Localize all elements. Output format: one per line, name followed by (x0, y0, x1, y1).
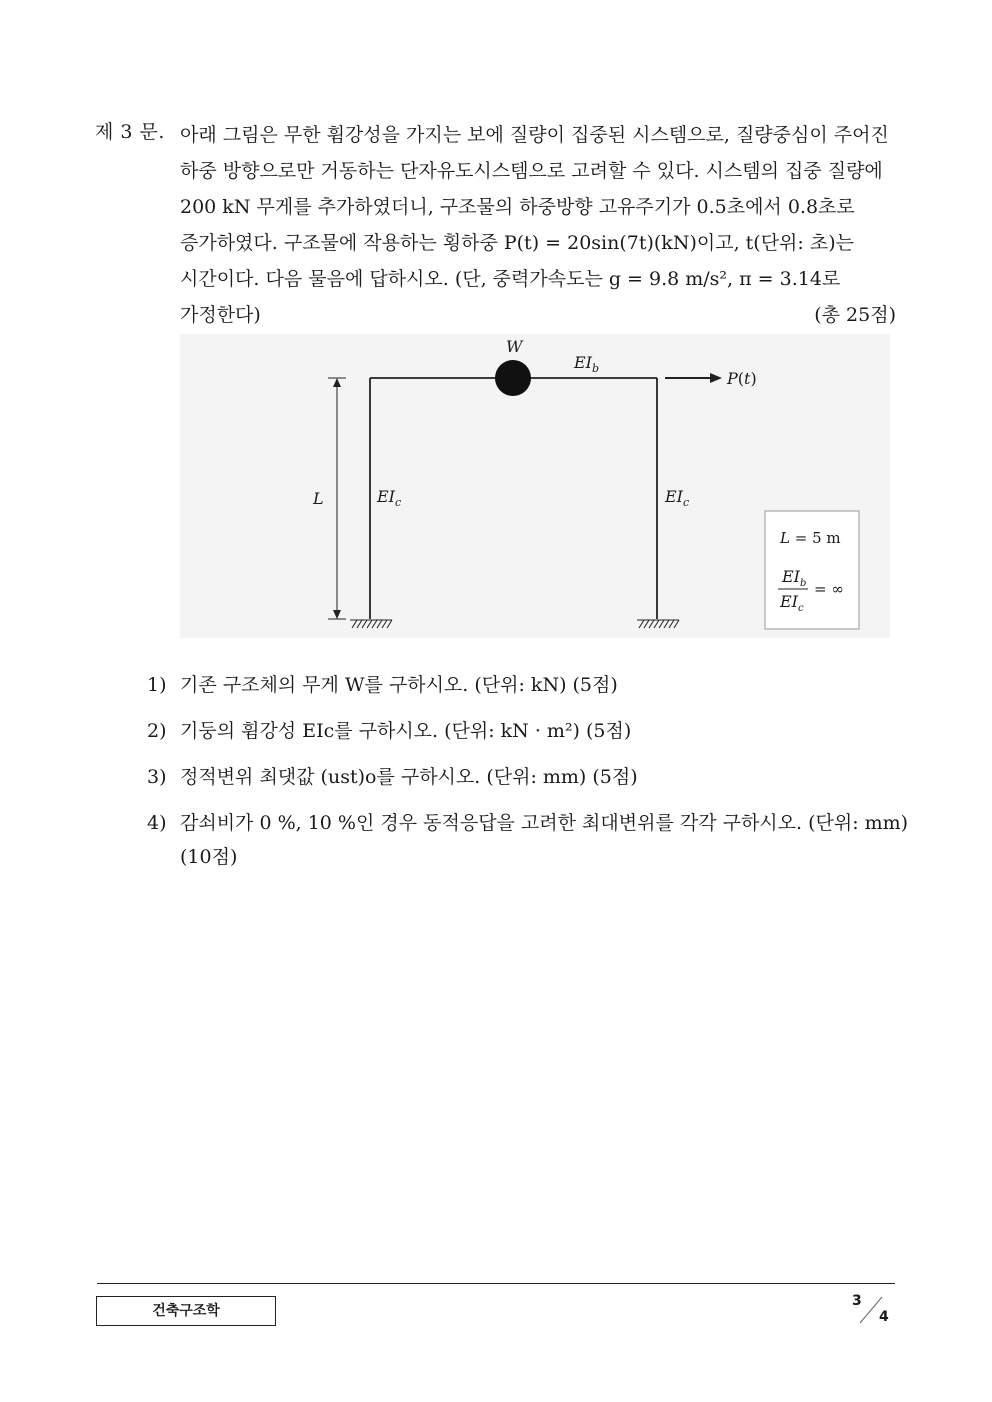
sub-question-3: 3) 정적변위 최댓값 (ust)o를 구하시오. (단위: mm) (5점) (147, 766, 638, 788)
question-line: 시간이다. 다음 물음에 답하시오. (단, 중력가속도는 g = 9.8 m/s², π = 3.14로 (180, 268, 841, 290)
lumped-mass (495, 360, 531, 396)
sub-question-2: 2) 기둥의 휨강성 EIc를 구하시오. (단위: kN · m²) (5점) (147, 720, 632, 742)
right-column-stiffness-label: $EI_c$ (665, 487, 690, 509)
height-label: L (313, 489, 324, 508)
left-column-stiffness-label: $EI_c$ (377, 487, 402, 509)
dim-arrow-up (333, 378, 341, 387)
beam-stiffness-label: $EI_b$ (574, 353, 600, 375)
legend-ratio-denominator: $EI_c$ (780, 592, 804, 614)
left-fixed-support (350, 620, 392, 628)
subject-label: 건축구조학 (96, 1296, 276, 1326)
question-line: 가정한다) (총 25점) (180, 297, 896, 333)
frame-diagram (180, 334, 890, 638)
frame-svg (180, 334, 890, 638)
right-fixed-support (637, 620, 679, 628)
legend-length: L = 5 m (780, 529, 841, 547)
dim-arrow-down (333, 610, 341, 619)
legend-ratio-value: = ∞ (814, 580, 844, 598)
sub-question-1: 1) 기존 구조체의 무게 W를 구하시오. (단위: kN) (5점) (147, 674, 618, 696)
sub-question-4: 4) 감쇠비가 0 %, 10 %인 경우 동적응답을 고려한 최대변위를 각각 구하시오. (단위: mm) (10점) (147, 812, 909, 868)
question-line: 증가하였다. 구조물에 작용하는 횡하중 P(t) = 20sin(7t)(kN)이고, t(단위: 초)는 (180, 232, 854, 254)
total-score: (총 25점) (814, 304, 896, 326)
question-text (180, 117, 896, 333)
footer-divider (97, 1283, 895, 1284)
load-arrow-head (710, 373, 722, 383)
question-number: 제 3 문. (95, 121, 165, 143)
question-line: 하중 방향으로만 거동하는 단자유도시스템으로 고려할 수 있다. 시스템의 집중 질량에 (180, 160, 883, 182)
question-line: 200 kN 무게를 추가하였더니, 구조물의 하중방향 고유주기가 0.5초에서 0.8초로 (180, 196, 855, 218)
question-line: 아래 그림은 무한 휨강성을 가지는 보에 질량이 집중된 시스템으로, 질량중심이 주어진 (180, 124, 889, 146)
legend-ratio-numerator: $EI_b$ (782, 567, 807, 589)
sub-question-list (147, 668, 909, 886)
mass-label: W (506, 337, 523, 356)
page-total: 4 (879, 1309, 889, 1325)
page-current: 3 (852, 1293, 862, 1309)
load-label: P(t) (727, 369, 757, 388)
